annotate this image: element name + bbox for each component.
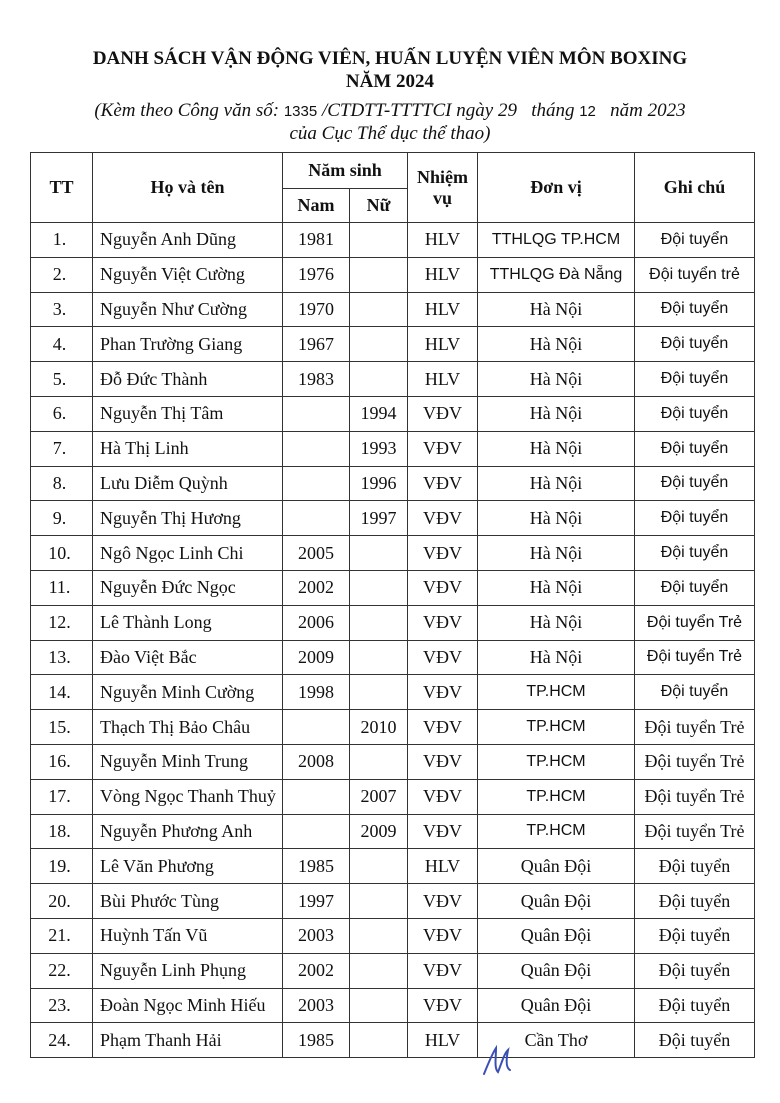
duty: HLV [408,292,478,327]
birth-year-male: 1997 [283,884,350,919]
row-number: 21. [31,918,93,953]
duty: VĐV [408,675,478,710]
athlete-name: Nguyễn Minh Trung [93,744,283,779]
document-title: DANH SÁCH VẬN ĐỘNG VIÊN, HUẤN LUYỆN VIÊN MÔN BOXING [92,48,688,69]
unit: Hà Nội [478,640,635,675]
birth-year-female: 1993 [350,431,408,466]
unit: Hà Nội [478,292,635,327]
row-number: 11. [31,570,93,605]
table-row [31,536,755,571]
duty: HLV [408,327,478,362]
duty: VĐV [408,466,478,501]
duty: VĐV [408,710,478,745]
birth-year-male [283,779,350,814]
table-row [31,779,755,814]
duty: VĐV [408,884,478,919]
table-row [31,640,755,675]
table-row [31,744,755,779]
birth-year-male: 2002 [283,953,350,988]
note: Đội tuyển [635,953,755,988]
reference-code: /CTDTT-TTTTCI ngày [317,100,498,121]
row-number: 20. [31,884,93,919]
row-number: 16. [31,744,93,779]
table-row [31,362,755,397]
row-number: 19. [31,849,93,884]
unit: Quân Đội [478,918,635,953]
unit: Hà Nội [478,466,635,501]
duty: HLV [408,362,478,397]
birth-year-male: 2003 [283,918,350,953]
birth-year-male: 2002 [283,570,350,605]
athlete-name: Nguyễn Linh Phụng [93,953,283,988]
note: Đội tuyển [635,849,755,884]
birth-year-female [350,570,408,605]
row-number: 7. [31,431,93,466]
athlete-name: Nguyễn Đức Ngọc [93,570,283,605]
athlete-name: Hà Thị Linh [93,431,283,466]
reference-month-label: tháng [516,100,580,121]
row-number: 18. [31,814,93,849]
note: Đội tuyển [635,988,755,1023]
row-number: 12. [31,605,93,640]
birth-year-male: 1998 [283,675,350,710]
birth-year-male [283,814,350,849]
birth-year-female [350,849,408,884]
birth-year-female [350,536,408,571]
note: Đội tuyển [635,675,755,710]
unit: TP.HCM [478,710,635,745]
reference-prefix: (Kèm theo Công văn số: [94,100,284,121]
unit: TP.HCM [478,779,635,814]
row-number: 24. [31,1023,93,1058]
table-row [31,1023,755,1058]
header-unit: Đơn vị [478,153,635,223]
duty: VĐV [408,988,478,1023]
birth-year-female: 2010 [350,710,408,745]
reference-day: 29 [497,100,517,121]
table-row [31,257,755,292]
note: Đội tuyển Trẻ [635,605,755,640]
unit: TTHLQG Đà Nẵng [478,257,635,292]
table-row [31,675,755,710]
note: Đội tuyển Trẻ [635,640,755,675]
row-number: 17. [31,779,93,814]
unit: TP.HCM [478,814,635,849]
table-row [31,292,755,327]
row-number: 14. [31,675,93,710]
athlete-name: Nguyễn Minh Cường [93,675,283,710]
table-row [31,327,755,362]
note: Đội tuyển [635,327,755,362]
row-number: 23. [31,988,93,1023]
header-name: Họ và tên [93,153,283,223]
athlete-name: Đoàn Ngọc Minh Hiếu [93,988,283,1023]
birth-year-male [283,396,350,431]
athlete-name: Phạm Thanh Hải [93,1023,283,1058]
header-duty-line2: vụ [432,187,452,208]
table-row [31,396,755,431]
unit: Quân Đội [478,988,635,1023]
row-number: 10. [31,536,93,571]
duty: VĐV [408,431,478,466]
athlete-table [30,152,755,1058]
unit: TP.HCM [478,675,635,710]
table-body [31,223,755,1058]
birth-year-male: 1981 [283,223,350,258]
row-number: 8. [31,466,93,501]
note: Đội tuyển [635,1023,755,1058]
header-note: Ghi chú [635,153,755,223]
row-number: 13. [31,640,93,675]
note: Đội tuyển [635,884,755,919]
athlete-name: Vòng Ngọc Thanh Thuỷ [93,779,283,814]
birth-year-female [350,1023,408,1058]
athlete-name: Đỗ Đức Thành [93,362,283,397]
reference-number: 1335 [283,103,318,120]
row-number: 4. [31,327,93,362]
unit: Hà Nội [478,570,635,605]
header-female: Nữ [350,189,408,223]
document-title-year: NĂM 2024 [345,71,435,92]
duty: VĐV [408,605,478,640]
row-number: 5. [31,362,93,397]
athlete-name: Nguyễn Thị Hương [93,501,283,536]
birth-year-male: 1967 [283,327,350,362]
table-row [31,710,755,745]
reference-year: năm 2023 [595,100,686,121]
row-number: 22. [31,953,93,988]
birth-year-male: 1985 [283,1023,350,1058]
duty: VĐV [408,501,478,536]
birth-year-male: 1983 [283,362,350,397]
duty: HLV [408,257,478,292]
birth-year-female: 2007 [350,779,408,814]
athlete-name: Nguyễn Anh Dũng [93,223,283,258]
birth-year-female [350,640,408,675]
header-male: Nam [283,189,350,223]
note: Đội tuyển Trẻ [635,710,755,745]
table-row [31,849,755,884]
birth-year-male: 2006 [283,605,350,640]
unit: Quân Đội [478,953,635,988]
birth-year-male [283,431,350,466]
duty: VĐV [408,536,478,571]
row-number: 9. [31,501,93,536]
note: Đội tuyển [635,466,755,501]
athlete-name: Nguyễn Phương Anh [93,814,283,849]
note: Đội tuyển Trẻ [635,814,755,849]
duty: VĐV [408,918,478,953]
duty: HLV [408,849,478,884]
note: Đội tuyển [635,292,755,327]
row-number: 3. [31,292,93,327]
birth-year-female [350,884,408,919]
birth-year-male: 2005 [283,536,350,571]
birth-year-male: 2003 [283,988,350,1023]
document-issuer: của Cục Thể dục thể thao) [289,123,491,144]
table-row [31,431,755,466]
row-number: 6. [31,396,93,431]
note: Đội tuyển [635,570,755,605]
birth-year-female: 1997 [350,501,408,536]
header-duty [408,153,478,223]
duty: VĐV [408,640,478,675]
birth-year-female [350,223,408,258]
athlete-name: Bùi Phước Tùng [93,884,283,919]
row-number: 2. [31,257,93,292]
birth-year-female [350,953,408,988]
unit: Hà Nội [478,536,635,571]
header-birth-year: Năm sinh [283,153,408,189]
birth-year-female [350,988,408,1023]
note: Đội tuyển [635,362,755,397]
birth-year-female: 2009 [350,814,408,849]
birth-year-male: 1985 [283,849,350,884]
table-row [31,884,755,919]
table-row [31,570,755,605]
birth-year-male [283,466,350,501]
birth-year-male: 2009 [283,640,350,675]
table-row [31,605,755,640]
duty: VĐV [408,814,478,849]
duty: VĐV [408,744,478,779]
birth-year-female [350,362,408,397]
note: Đội tuyển [635,918,755,953]
unit: Hà Nội [478,431,635,466]
header-tt: TT [31,153,93,223]
duty: HLV [408,1023,478,1058]
athlete-name: Đào Việt Bắc [93,640,283,675]
reference-month: 12 [579,103,596,120]
row-number: 1. [31,223,93,258]
athlete-name: Lưu Diễm Quỳnh [93,466,283,501]
table-row [31,953,755,988]
birth-year-female [350,327,408,362]
table-row [31,988,755,1023]
unit: Hà Nội [478,501,635,536]
birth-year-female [350,675,408,710]
note: Đội tuyển [635,431,755,466]
duty: HLV [408,223,478,258]
signature-initial [476,1040,516,1080]
athlete-name: Lê Văn Phương [93,849,283,884]
note: Đội tuyển [635,396,755,431]
birth-year-female [350,605,408,640]
athlete-name: Huỳnh Tấn Vũ [93,918,283,953]
birth-year-female [350,292,408,327]
note: Đội tuyển trẻ [635,257,755,292]
athlete-name: Nguyễn Như Cường [93,292,283,327]
athlete-name: Lê Thành Long [93,605,283,640]
athlete-name: Nguyễn Thị Tâm [93,396,283,431]
birth-year-male [283,501,350,536]
athlete-name: Phan Trường Giang [93,327,283,362]
athlete-name: Nguyễn Việt Cường [93,257,283,292]
header-duty-line1: Nhiệm [417,166,468,187]
birth-year-female: 1994 [350,396,408,431]
note: Đội tuyển Trẻ [635,744,755,779]
document-reference [0,99,780,123]
table-row [31,501,755,536]
unit: Hà Nội [478,362,635,397]
duty: VĐV [408,570,478,605]
birth-year-male [283,710,350,745]
table-row [31,918,755,953]
unit: TP.HCM [478,744,635,779]
duty: VĐV [408,779,478,814]
table-row [31,223,755,258]
unit: Quân Đội [478,849,635,884]
birth-year-male: 1970 [283,292,350,327]
birth-year-male: 2008 [283,744,350,779]
duty: VĐV [408,953,478,988]
note: Đội tuyển [635,536,755,571]
birth-year-male: 1976 [283,257,350,292]
note: Đội tuyển [635,501,755,536]
unit: Cần Thơ [478,1023,635,1058]
unit: Quân Đội [478,884,635,919]
athlete-name: Ngô Ngọc Linh Chi [93,536,283,571]
row-number: 15. [31,710,93,745]
unit: Hà Nội [478,396,635,431]
birth-year-female [350,918,408,953]
birth-year-female [350,744,408,779]
unit: Hà Nội [478,327,635,362]
note: Đội tuyển Trẻ [635,779,755,814]
unit: Hà Nội [478,605,635,640]
birth-year-female: 1996 [350,466,408,501]
note: Đội tuyển [635,223,755,258]
unit: TTHLQG TP.HCM [478,223,635,258]
birth-year-female [350,257,408,292]
table-row [31,814,755,849]
table-row [31,466,755,501]
duty: VĐV [408,396,478,431]
athlete-name: Thạch Thị Bảo Châu [93,710,283,745]
